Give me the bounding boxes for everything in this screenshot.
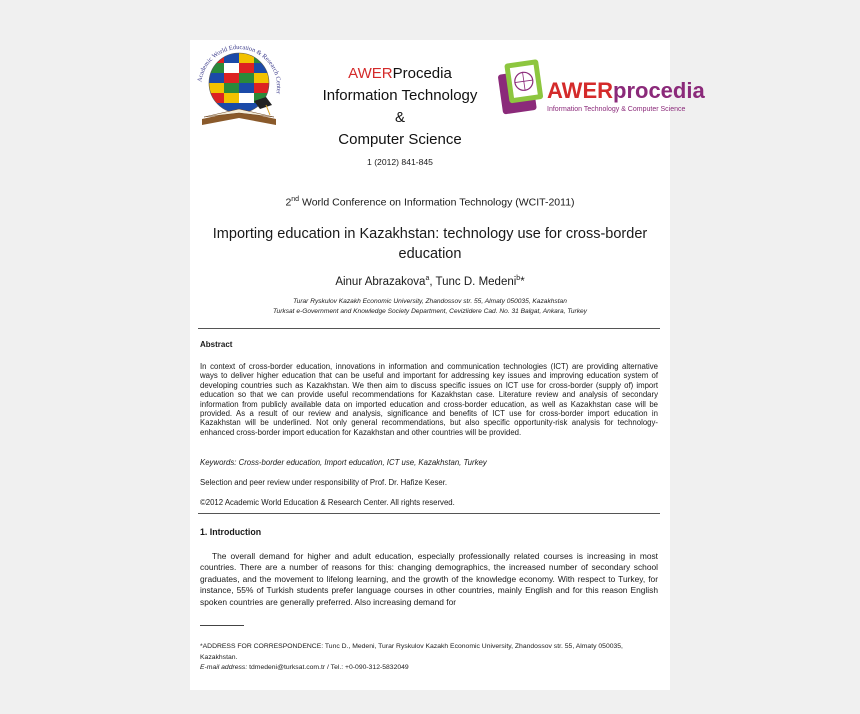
affiliation-a: Turar Ryskulov Kazakh Economic University, Zhandossov str. 55, Almaty 050035, Kazakhstan — [293, 298, 567, 305]
divider-bottom — [198, 513, 660, 514]
conference-line: 2nd World Conference on Information Technology (WCIT-2011) — [285, 196, 575, 209]
journal-line-4: Computer Science — [338, 131, 462, 148]
footnote-contact: E-mail address: tdmedeni@turksat.com.tr / Tel.: +0-090-312-5832049 — [200, 664, 409, 671]
journal-line-2: Information Technology — [322, 87, 478, 104]
copyright-note: ©2012 Academic World Education & Research Center. All rights reserved. — [200, 498, 455, 507]
journal-brand-red: AWER — [348, 65, 393, 82]
logo-ring-text: Academic World Education & Research Center — [196, 43, 283, 95]
journal-title-block — [290, 63, 510, 151]
journal-brand — [290, 63, 510, 85]
paper-title: Importing education in Kazakhstan: technology use for cross-border education — [212, 226, 648, 262]
footnote-address: *ADDRESS FOR CORRESPONDENCE: Tunc D., Medeni, Turar Ryskulov Kazakh Economic University, Zhandossov str. 55, Almaty 050035, Kazakhstan. — [200, 643, 623, 661]
paper-page — [190, 40, 705, 690]
footnote-rule — [200, 625, 244, 626]
journal-line-3: & — [394, 109, 405, 126]
logo-brand-text: AWERprocedia — [547, 78, 705, 103]
awer-procedia-logo — [489, 53, 705, 133]
keywords: Keywords: Cross-border education, Import education, ICT use, Kazakhstan, Turkey — [200, 458, 487, 467]
introduction-heading: 1. Introduction — [200, 527, 262, 537]
abstract-text: In context of cross-border education, innovations in information and communication technologies (ICT) are providing alternative ways to deliver higher education that can be useful and important for addressing key issues and improving education system of developing countries such as Kazakhstan. We then aim to discuss specific issues on ICT use for cross-border (supply of) import education so that we can provide useful recommendations for Kazakhstan case. Literature review and analysis of secondary information from publicly available data on imported education and cross-border education, as well as Kazakhstan case will be provided. As a result of our review and analysis, significance and benefits of ICT use for cross-border import education in Kazakhstan will be underlined. Not only general recommendations, but also specific opportunity-risk analysis for technology-enhanced cross-border import education for Kazakhstan and other countries will be provided. — [200, 362, 658, 437]
divider-top — [198, 328, 660, 329]
affiliations — [210, 297, 650, 316]
awer-center-logo — [192, 41, 286, 133]
abstract-heading: Abstract — [200, 340, 233, 349]
introduction-text: The overall demand for higher and adult education, especially professionally related courses is increasing in most countries. There are a number of reasons for this: changing demographics, the increased number of secondary school graduates, and the movement to lifelong learning, and the growth of the knowledge economy. With respect to Turkey, for instance, 55% of Turkish students prefer language courses in other countries, mainly English and for this reason English spoken countries are generally preferred. Also increasing demand for — [200, 551, 658, 607]
authors-line: Ainur Abrazakova$^a$, Tunc D. Medeni$^b$* — [335, 275, 525, 288]
awer-procedia-logo-icon — [489, 53, 705, 133]
affiliation-b: Turksat e-Government and Knowledge Society Department, Cevizlidere Cad. No. 31 Balgat, Ankara, Turkey — [273, 307, 587, 315]
journal-brand-black: Procedia — [392, 65, 452, 82]
globe-book-icon — [192, 41, 286, 133]
logo-tagline: Information Technology & Computer Science — [547, 106, 686, 113]
peer-review-note: Selection and peer review under responsibility of Prof. Dr. Hafize Keser. — [200, 478, 448, 487]
journal-issue: 1 (2012) 841-845 — [367, 157, 433, 167]
